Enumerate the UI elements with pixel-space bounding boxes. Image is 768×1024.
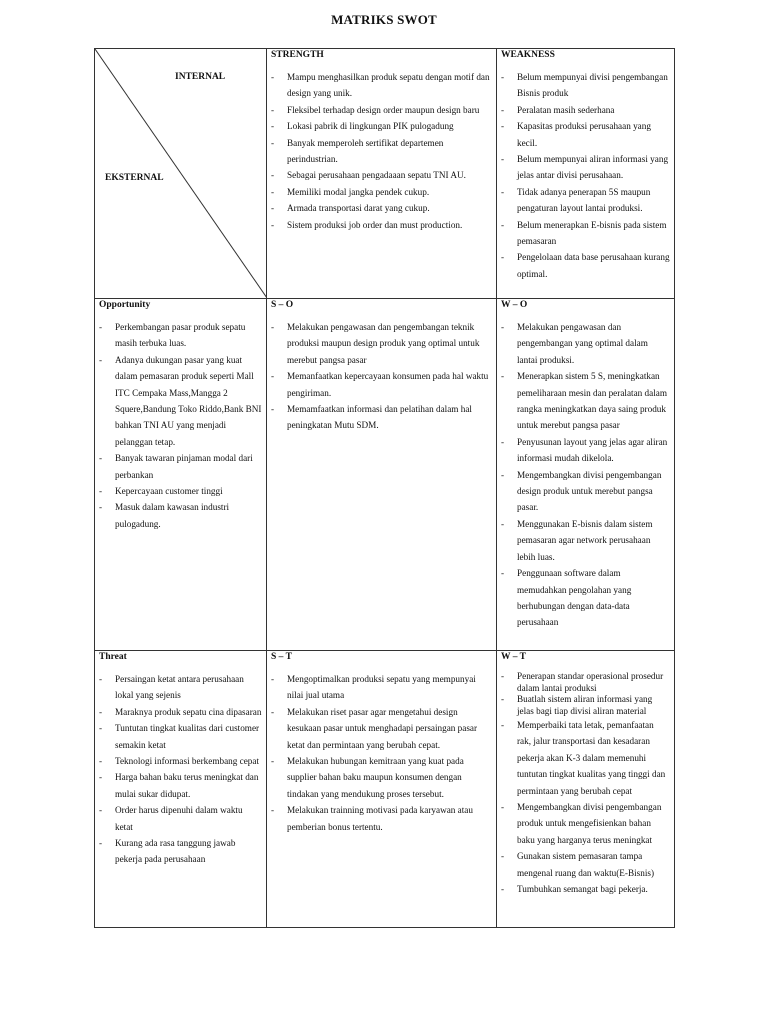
list-item: - Persaingan ketat antara perusahaan lokal yang sejenis — [99, 671, 262, 704]
wo-header: W – O — [501, 300, 528, 310]
list-item: - Tuntutan tingkat kualitas dari customer semakin ketat — [99, 720, 262, 753]
list-item: - Masuk dalam kawasan industri pulogadung. — [99, 499, 262, 532]
strength-cell — [267, 49, 497, 299]
opportunity-list — [99, 319, 262, 532]
strength-header: STRENGTH — [271, 50, 324, 60]
wt-list — [501, 717, 670, 897]
list-item: - Order harus dipenuhi dalam waktu ketat — [99, 802, 262, 835]
list-item: - Penggunaan software dalam memudahkan pengolahan yang berhubungan dengan data-data perusahaan — [501, 565, 670, 631]
list-item: - Harga bahan baku terus meningkat dan mulai sukar didupat. — [99, 769, 262, 802]
list-item: - Adanya dukungan pasar yang kuat dalam pemasaran produk seperti Mall ITC Cempaka Mass,Mangga 2 Squere,Bandung Toko Riddo,Bank BNI bahkan TNI AU yang menjadi pelanggan tetap. — [99, 352, 262, 450]
wo-cell — [497, 299, 675, 651]
list-item: - Banyak memperoleh sertifikat departemen perindustrian. — [271, 135, 492, 168]
list-item: - Peralatan masih sederhana — [501, 102, 670, 118]
threat-cell — [95, 651, 267, 928]
internal-label: INTERNAL — [175, 72, 226, 82]
swot-matrix-table — [94, 48, 675, 928]
list-item: - Perkembangan pasar produk sepatu masih terbuka luas. — [99, 319, 262, 352]
table-row — [95, 49, 675, 299]
list-item: - Mengembangkan divisi pengembangan produk untuk mengefisienkan bahan baku yang harganya terus meningkat — [501, 799, 670, 848]
opportunity-header: Opportunity — [99, 300, 151, 310]
weakness-list — [501, 69, 670, 282]
list-item: - Menggunakan E-bisnis dalam sistem pemasaran agar network perusahaan lebih luas. — [501, 516, 670, 565]
list-item: - Memamfaatkan informasi dan pelatihan dalam hal peningkatan Mutu SDM. — [271, 401, 492, 434]
list-item: - Memanfaatkan kepercayaan konsumen pada hal waktu pengiriman. — [271, 368, 492, 401]
strength-list — [271, 69, 492, 233]
list-item: - Belum mempunyai aliran informasi yang jelas antar divisi perusahaan. — [501, 151, 670, 184]
external-label: EKSTERNAL — [105, 173, 164, 183]
weakness-header: WEAKNESS — [501, 50, 555, 60]
wt-list-tight — [501, 671, 670, 717]
list-item: - Belum mempunyai divisi pengembangan Bisnis produk — [501, 69, 670, 102]
list-item: - Mengembangkan divisi pengembangan design produk untuk merebut pangsa pasar. — [501, 467, 670, 516]
list-item: - Melakukan trainning motivasi pada karyawan atau pemberian bonus tertentu. — [271, 802, 492, 835]
table-row — [95, 651, 675, 928]
wt-cell — [497, 651, 675, 928]
list-item: - Kapasitas produksi perusahaan yang kecil. — [501, 118, 670, 151]
list-item: - Fleksibel terhadap design order maupun design baru — [271, 102, 492, 118]
so-list — [271, 319, 492, 434]
st-cell — [267, 651, 497, 928]
corner-cell — [95, 49, 267, 299]
list-item: - Armada transportasi darat yang cukup. — [271, 200, 492, 216]
so-cell — [267, 299, 497, 651]
list-item: - Penerapan standar operasional prosedur dalam lantai produksi — [501, 671, 670, 694]
list-item: - Gunakan sistem pemasaran tampa mengenal ruang dan waktu(E-Bisnis) — [501, 848, 670, 881]
st-header: S – T — [271, 652, 292, 662]
st-list — [271, 671, 492, 835]
list-item: - Memiliki modal jangka pendek cukup. — [271, 184, 492, 200]
list-item: - Melakukan pengawasan dan pengembangan yang optimal dalam lantai produksi. — [501, 319, 670, 368]
page-title: MATRIKS SWOT — [331, 12, 437, 27]
list-item: - Mampu menghasilkan produk sepatu dengan motif dan design yang unik. — [271, 69, 492, 102]
list-item: - Belum menerapkan E-bisnis pada sistem pemasaran — [501, 217, 670, 250]
list-item: - Pengelolaan data base perusahaan kurang optimal. — [501, 249, 670, 282]
list-item: - Kepercayaan customer tinggi — [99, 483, 262, 499]
list-item: - Sebagai perusahaan pengadaaan sepatu TNI AU. — [271, 167, 492, 183]
list-item: - Kurang ada rasa tanggung jawab pekerja pada perusahaan — [99, 835, 262, 868]
list-item: - Penyusunan layout yang jelas agar aliran informasi mudah dikelola. — [501, 434, 670, 467]
list-item: - Lokasi pabrik di lingkungan PIK pulogadung — [271, 118, 492, 134]
wt-header: W – T — [501, 652, 526, 662]
list-item: - Buatlah sistem aliran informasi yang jelas bagi tiap divisi aliran material — [501, 694, 670, 717]
list-item: - Melakukan pengawasan dan pengembangan teknik produksi maupun design produk yang optimal untuk merebut pangsa pasar — [271, 319, 492, 368]
list-item: - Banyak tawaran pinjaman modal dari perbankan — [99, 450, 262, 483]
list-item: - Melakukan riset pasar agar mengetahui design kesukaan pasar untuk menghadapi persaingan pasar ketat dan permintaan yang berubah cepat. — [271, 704, 492, 753]
opportunity-cell — [95, 299, 267, 651]
list-item: - Melakukan hubungan kemitraan yang kuat pada supplier bahan baku maupun konsumen dengan tindakan yang mendukung proses tersebut. — [271, 753, 492, 802]
weakness-cell — [497, 49, 675, 299]
list-item: - Mengoptimalkan produksi sepatu yang mempunyai nilai jual utama — [271, 671, 492, 704]
table-row — [95, 299, 675, 651]
so-header: S – O — [271, 300, 294, 310]
list-item: - Menerapkan sistem 5 S, meningkatkan pemeliharaan mesin dan peralatan dalam rangka meningkatkan daya saing produk untuk merebut pangsa pasar — [501, 368, 670, 434]
list-item: - Memperbaiki tata letak, pemanfaatan rak, jalur transportasi dan kesadaran pekerja akan K-3 dalam memenuhi tuntutan tingkat kualitas yang tinggi dan permintaan yang berubah cepat — [501, 717, 670, 799]
threat-list — [99, 671, 262, 868]
threat-header: Threat — [99, 652, 127, 662]
list-item: - Sistem produksi job order dan must production. — [271, 217, 492, 233]
wo-list — [501, 319, 670, 631]
list-item: - Maraknya produk sepatu cina dipasaran — [99, 704, 262, 720]
list-item: - Teknologi informasi berkembang cepat — [99, 753, 262, 769]
list-item: - Tumbuhkan semangat bagi pekerja. — [501, 881, 670, 897]
list-item: - Tidak adanya penerapan 5S maupun pengaturan layout lantai produksi. — [501, 184, 670, 217]
